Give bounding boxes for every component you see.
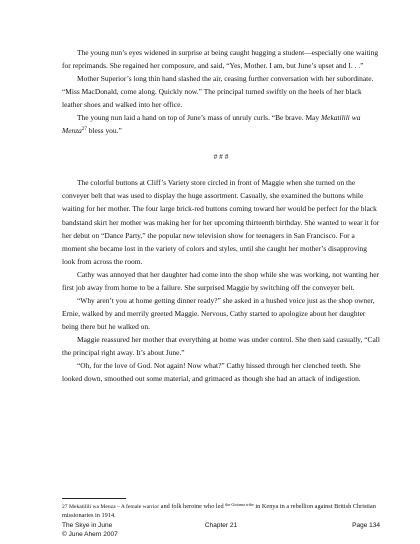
page-number: Page 134	[352, 522, 380, 529]
paragraph: Mother Superior’s long thin hand slashed the air, ceasing further conversation with her subordinate. “Miss MacDonald, come along. Quickly now.” The principal turned swiftly on the heels of her black leather shoes and walked into her office.	[62, 74, 374, 110]
copyright: © June Ahern 2007	[62, 530, 118, 538]
book-title: The Skye in June	[62, 522, 113, 529]
paragraph: Cathy was annoyed that her daughter had come into the shop while she was working, not wanting her first job away from home to be a failure. She surprised Maggie by switching off the conveyer belt.	[62, 269, 379, 292]
scene-separator: # # #	[213, 152, 229, 162]
chapter-label: Chapter 21	[204, 522, 238, 529]
italic-name: Mekatilili wa Menza	[62, 113, 361, 136]
paragraph: “Why aren’t you at home getting dinner ready?” she asked in a hushed voice just as the shop owner, Ernie, walked by and merrily greeted Maggie. Nervous, Cathy started to apologize about her daughter being there but he walked on.	[62, 295, 375, 331]
paragraph: “Oh, for the love of God. Not again! Now what?” Cathy hissed through her clenched teeth. She looked down, smoothed out some material, and grimaced as though she had an attack of indigestion.	[62, 361, 361, 384]
paragraph: The colorful buttons at Cliff’s Variety store circled in front of Maggie when she turned on the conveyer belt that was used to display the huge assortment. Casually, she examined the buttons while waiting for her mother. The four large brick-red buttons coming toward her would be perfect for the black bandstand skirt her mother was making her for her upcoming thirteenth birthday. She wanted to wear it for her debut on “Dance Party,” the popular new television show for teenagers in San Francisco. For a moment she became lost in the variety of colors and styles, until she caught her mother’s disapproving look from across the room.	[62, 178, 380, 266]
footnote-divider	[62, 498, 126, 499]
body-text	[62, 46, 380, 385]
paragraph: Maggie reassured her mother that everything at home was under control. She then said casually, “Call the principal right away. It’s about June.”	[62, 334, 380, 357]
footnote-superscript: the Giriama tribe	[225, 502, 254, 507]
footnote-marker: 27	[81, 127, 87, 133]
page-footer	[62, 522, 380, 539]
paragraph: The young nun laid a hand on top of June’s mass of unruly curls. “Be brave. May Mekatilili wa Menza$^{27}$ bless you.”	[62, 113, 361, 136]
paragraph: The young nun’s eyes widened in surprise at being caught hugging a student—especially one waiting for reprimands. She regained her composure, and said, “Yes, Mother. I am, but June’s upset and I. . .”	[62, 48, 379, 71]
footnote: 27 Mekatilili wa Menza – A female warrior and folk heroine who led $^{the Giriama tribe}$ in Kenya in a rebellion against British Christian missionaries in 1914.	[62, 502, 376, 519]
